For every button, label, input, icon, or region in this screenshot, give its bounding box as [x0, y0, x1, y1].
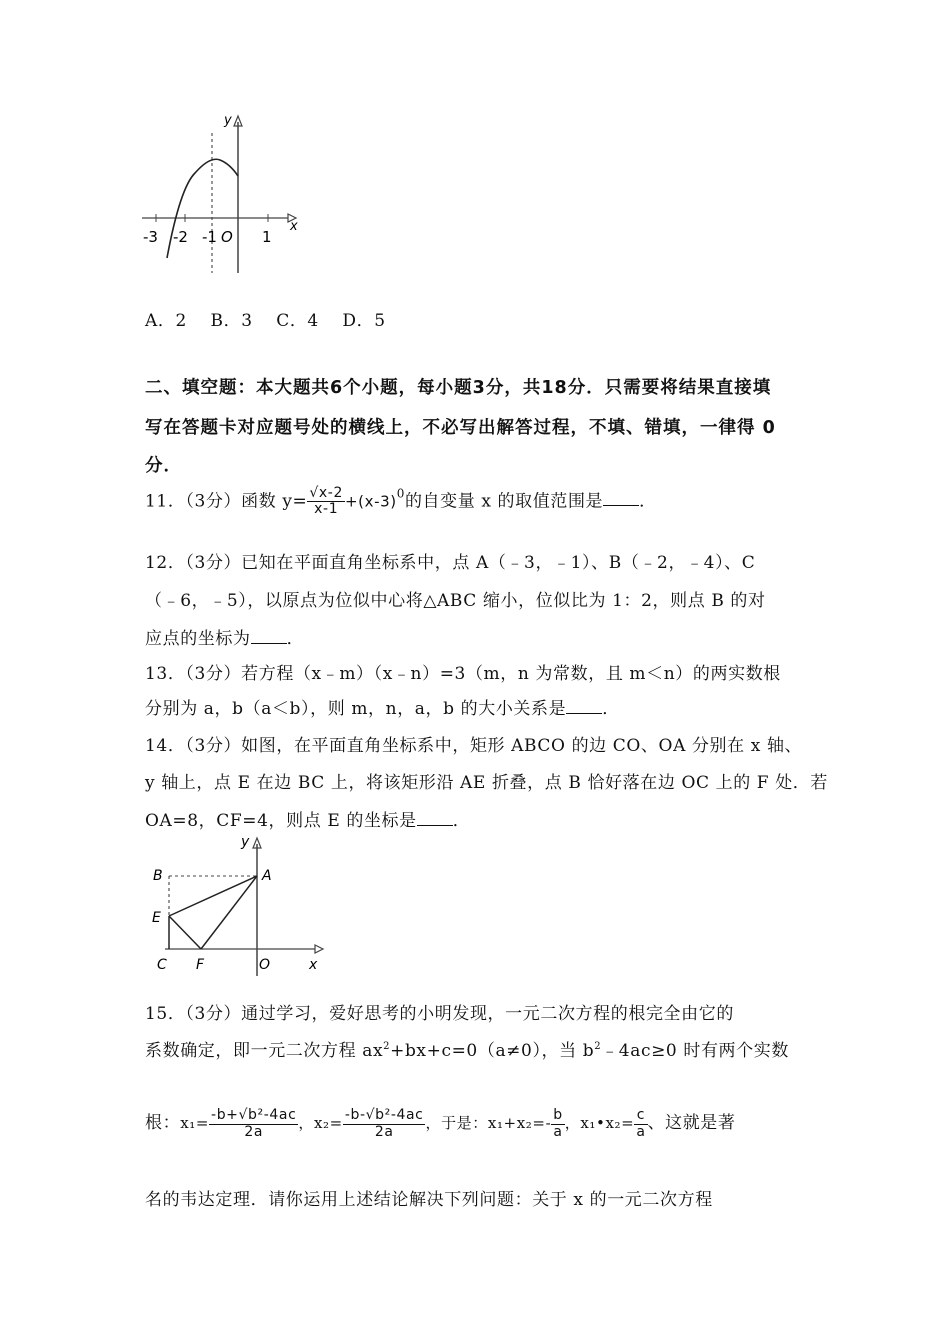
tick-minus3: -3: [143, 228, 158, 246]
question-14-line-2: y 轴上，点 E 在边 BC 上，将该矩形沿 AE 折叠，点 B 恰好落在边 OC 上的 F 处．若: [145, 773, 828, 793]
question-13-line-1: 13．（3分）若方程（x﹣m）（x﹣n）=3（m，n 为常数，且 m＜n）的两实数根: [145, 664, 781, 684]
segment-EA: [169, 876, 257, 916]
svg-text:F: F: [196, 957, 205, 973]
q11-fraction: $\frac{√x-2}{x-1}$: [309, 485, 343, 518]
section-heading-line-3: 分．: [145, 456, 182, 476]
segment-FA: [201, 876, 257, 949]
root-x1-fraction: $\frac{\text{-b+√b²-4ac}}{2a}$: [211, 1107, 297, 1140]
x-label: x: [290, 219, 298, 234]
svg-text:E: E: [152, 910, 161, 926]
question-13-line-2: 分别为 a，b（a＜b），则 m，n，a，b 的大小关系是 ．: [145, 699, 620, 719]
answer-blank-13[interactable]: [566, 697, 602, 714]
question-14-line-1: 14．（3分）如图，在平面直角坐标系中，矩形 ABCO 的边 CO、OA 分别在 x 轴、: [145, 736, 803, 756]
question-14-line-3: OA=8，CF=4，则点 E 的坐标是 ．: [145, 811, 471, 831]
question-15-line-2: 系数确定，即一元二次方程 $ax^2+bx+c=0(a\ne 0)$，当 $b^2﹣4ac\ge 0$ 时有两个实数: [145, 1041, 789, 1061]
tick-minus2: -2: [173, 228, 188, 246]
svg-text:y: y: [241, 834, 250, 850]
question-12-line-3: 应点的坐标为 ．: [145, 629, 305, 649]
tick-minus1: -1: [202, 228, 217, 246]
answer-choices: A．2 B．3 C．4 D．5: [145, 311, 386, 331]
answer-blank-12[interactable]: [251, 627, 287, 644]
root-x2-fraction: $\frac{\text{-b-√b²-4ac}}{2a}$: [344, 1107, 424, 1140]
sum-fraction: $\frac{b}{a}$: [553, 1107, 563, 1140]
question-15-line-1: 15．（3分）通过学习，爱好思考的小明发现，一元二次方程的根完全由它的: [145, 1004, 734, 1024]
section-heading-line-2: 写在答题卡对应题号处的横线上，不必写出解答过程，不填、错填，一律得 0: [145, 418, 776, 438]
svg-text:A: A: [262, 868, 272, 884]
question-11: 11．（3分）函数 y= $\frac{√x-2}{x-1}$ $+(x-3)^0$的自变量 x 的取值范围是 ．: [145, 485, 657, 518]
answer-blank-14[interactable]: [417, 809, 453, 826]
rectangle-fold-figure: [145, 832, 335, 980]
question-12-line-1: 12．（3分）已知在平面直角坐标系中，点 A（﹣3，﹣1）、B（﹣2，﹣4）、C: [145, 553, 756, 573]
product-fraction: $\frac{c}{a}$: [636, 1107, 646, 1140]
question-12-line-2: （﹣6，﹣5），以原点为位似中心将△ABC 缩小，位似比为 1：2，则点 B 的对: [145, 591, 766, 611]
segment-EF: [169, 916, 201, 949]
answer-blank-11[interactable]: [603, 489, 639, 506]
tick-origin: O: [221, 228, 233, 246]
question-15-formula-line: 根：x₁= $\frac{\text{-b+√b²-4ac}}{2a}$ ，x₂= $\frac{\text{-b-√b²-4ac}}{2a}$ ，于是：x₁+x₂=- $\frac{b}{a}$ ，x₁•x₂= $\frac{c}{a}$ 、这就是著: [145, 1107, 736, 1140]
tick-1: 1: [262, 228, 272, 246]
section-heading-line-1: 二、填空题：本大题共6个小题，每小题3分，共18分．只需要将结果直接填: [145, 378, 772, 398]
svg-text:x: x: [309, 957, 318, 973]
svg-text:C: C: [157, 957, 167, 973]
svg-text:O: O: [259, 957, 271, 973]
svg-text:B: B: [153, 868, 163, 884]
function-graph-1: [140, 108, 310, 278]
question-15-line-4: 名的韦达定理．请你运用上述结论解决下列问题：关于 x 的一元二次方程: [145, 1190, 713, 1210]
y-label: y: [224, 113, 232, 128]
